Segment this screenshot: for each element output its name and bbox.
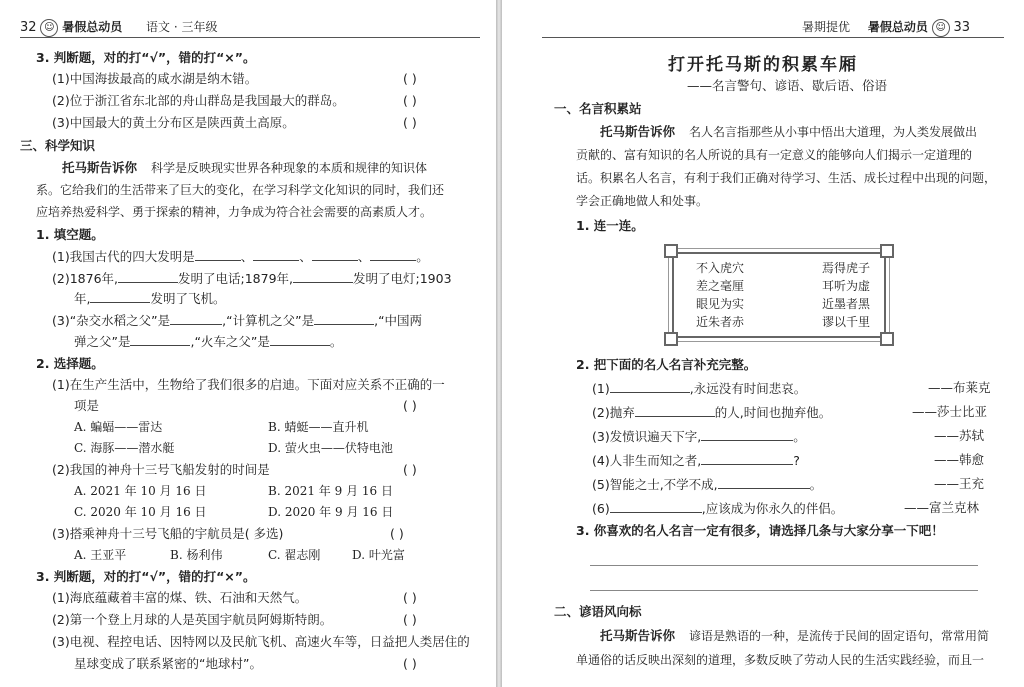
matching-box [672, 252, 886, 338]
match-right-item[interactable]: 焉得虎子 [822, 261, 871, 275]
match-left-item[interactable]: 不入虎穴 [696, 261, 745, 275]
right-header-rule [542, 37, 1004, 38]
left-page [0, 0, 496, 687]
quote-blank[interactable] [635, 404, 715, 417]
fill-q3e: ,“火车之父”是 [190, 334, 270, 349]
judge2-item: (2)第一个登上月球的人是英国宇航员阿姆斯特朗。 [52, 612, 333, 627]
choice2-stem: (2)我国的神舟十三号飞船发射的时间是 [52, 462, 270, 477]
fill-q2b: 发明了电话;1879年, [178, 271, 293, 286]
intro-text: 科学是反映现实世界各种现象的本质和规律的知识体 [151, 161, 428, 175]
fill-blank[interactable] [118, 270, 178, 283]
section3-title: 三、科学知识 [20, 138, 96, 153]
choice-option[interactable]: B. 蜻蜓——直升机 [268, 420, 369, 434]
fill-q3b: ,“计算机之父”是 [222, 313, 315, 328]
judge1-item: (2)位于浙江省东北部的舟山群岛是我国最大的群岛。 [52, 93, 345, 108]
answer-paren[interactable]: ( ) [403, 462, 417, 477]
quote-item [592, 452, 800, 469]
choice-title: 2. 选择题。 [36, 356, 104, 371]
box-corner [664, 244, 678, 258]
choice1-stem: (1)在生产生活中，生物给了我们很多的启迪。下面对应关系不正确的一 [52, 377, 445, 392]
intro2-label: 托马斯告诉你 [600, 628, 676, 643]
intro-text: 名人名言指那些从小事中悟出大道理，为人类发展做出 [689, 125, 978, 139]
judge1-item: (1)中国海拔最高的咸水湖是纳木错。 [52, 71, 258, 86]
quote-blank[interactable] [610, 380, 690, 393]
fill-blank[interactable] [253, 248, 299, 261]
choice-option[interactable]: C. 2020 年 10 月 16 日 [74, 505, 207, 519]
answer-paren[interactable]: ( ) [390, 526, 404, 541]
left-header [20, 18, 218, 37]
q2-title: 2. 把下面的名人名言补充完整。 [576, 357, 757, 372]
answer-paren[interactable]: ( ) [403, 115, 417, 130]
quote-post: 。 [793, 429, 806, 444]
choice-option[interactable]: D. 萤火虫——伏特电池 [268, 441, 393, 455]
fill-q2d: 年, [74, 291, 91, 306]
fill-blank[interactable] [270, 333, 330, 346]
intro-line [600, 124, 977, 140]
fill-blank[interactable] [312, 248, 358, 261]
quote-pre: (1) [592, 381, 610, 396]
right-header-tag: 暑期提优 [802, 20, 851, 34]
choice-option[interactable]: A. 2021 年 10 月 16 日 [74, 484, 207, 498]
choice-option[interactable]: C. 翟志刚 [268, 548, 321, 562]
mascot-icon: ☺ [932, 19, 950, 37]
quote-author: ——王充 [934, 476, 985, 491]
intro-line: 应培养热爱科学、勇于探索的精神，力争成为符合社会需要的高素质人才。 [36, 205, 433, 219]
quote-post: 。 [809, 477, 823, 492]
judge1-title: 3. 判断题，对的打“√”，错的打“×”。 [36, 50, 256, 65]
quote-author: ——布莱克 [928, 380, 991, 395]
choice-option[interactable]: B. 杨利伟 [170, 548, 223, 562]
intro2-line: 单通俗的话反映出深刻的道理，多数反映了劳动人民的生活实践经验，而且一 [576, 653, 985, 667]
fill-blank[interactable] [293, 270, 353, 283]
intro-line: 贡献的、富有知识的名人所说的具有一定意义的能够向人们揭示一定道理的 [576, 148, 973, 162]
match-left-item[interactable]: 近朱者赤 [696, 315, 745, 329]
answer-paren[interactable]: ( ) [403, 93, 417, 108]
quote-pre: (4)人非生而知之者, [592, 453, 702, 468]
answer-line[interactable] [590, 565, 978, 566]
fill-blank[interactable] [195, 248, 241, 261]
quote-blank[interactable] [701, 428, 793, 441]
quote-pre: (2)抛弃 [592, 405, 635, 420]
choice1-stem-cont: 项是 [74, 398, 100, 413]
right-header [802, 18, 970, 37]
match-left-item[interactable]: 差之毫厘 [696, 279, 745, 293]
match-right-item[interactable]: 耳听为虚 [822, 279, 871, 293]
page-title: 打开托马斯的积累车厢 [668, 55, 858, 75]
judge2-item: (3)电视、程控电话、因特网以及民航飞机、高速火车等，日益把人类居住的 [52, 634, 470, 649]
quote-post: ,永远没有时间悲哀。 [689, 381, 807, 396]
fill-q2a: (2)1876年, [52, 271, 118, 286]
intro-line [62, 160, 427, 176]
quote-author: ——莎士比亚 [912, 404, 988, 419]
intro-line: 学会正确地做人和处事。 [576, 194, 709, 208]
right-page [502, 0, 1024, 687]
choice3-stem: (3)搭乘神舟十三号飞船的宇航员是( 多选) [52, 526, 284, 541]
q3-title: 3. 你喜欢的名人名言一定有很多，请选择几条与大家分享一下吧！ [576, 523, 944, 538]
quote-blank[interactable] [718, 476, 810, 489]
fill-q3c: ,“中国两 [374, 313, 423, 328]
page-subtitle: ——名言警句、谚语、歇后语、俗语 [686, 78, 887, 93]
quote-blank[interactable] [610, 500, 702, 513]
intro-label: 托马斯告诉你 [62, 160, 138, 175]
answer-paren[interactable]: ( ) [403, 656, 417, 671]
judge2-item: (1)海底蕴藏着丰富的煤、铁、石油和天然气。 [52, 590, 308, 605]
quote-blank[interactable] [701, 452, 793, 465]
quote-author: ——富兰克林 [904, 500, 980, 515]
quote-item [592, 404, 831, 421]
fill-q2 [52, 270, 452, 287]
fill-q1-text: (1)我国古代的四大发明是 [52, 249, 195, 264]
answer-paren[interactable]: ( ) [403, 612, 417, 627]
choice-option[interactable]: D. 2020 年 9 月 16 日 [268, 505, 394, 519]
right-page-number: 33 [953, 20, 971, 35]
choice-option[interactable]: A. 蝙蝠——雷达 [74, 420, 163, 434]
fill-blank[interactable] [170, 312, 222, 325]
choice-option[interactable]: C. 海豚——潜水艇 [74, 441, 175, 455]
quote-post: ,应该成为你永久的伴侣。 [701, 501, 844, 516]
quote-item [592, 428, 806, 445]
fill-blank[interactable] [370, 248, 416, 261]
right-brand: 暑假总动员 [867, 20, 928, 34]
fill-q2e: 发明了飞机。 [150, 291, 226, 306]
intro2-line [600, 628, 989, 644]
intro-line: 话。积累名人名言，有利于我们正确对待学习、生活、成长过程中出现的问题， [576, 171, 997, 185]
quote-item [592, 500, 843, 517]
answer-paren[interactable]: ( ) [403, 590, 417, 605]
fill-title: 1. 填空题。 [36, 227, 104, 242]
match-left-item[interactable]: 眼见为实 [696, 297, 745, 311]
fill-blank[interactable] [130, 333, 190, 346]
fill-q1: (1)我国古代的四大发明是 、 、 、 。 [52, 249, 429, 264]
quote-post: 的人,时间也抛弃他。 [714, 405, 832, 420]
fill-q2c: 发明了电灯;1903 [353, 271, 452, 286]
quote-pre: (5)智能之士,不学不成, [592, 477, 718, 492]
judge1-item: (3)中国最大的黄土分布区是陕西黄土高原。 [52, 115, 295, 130]
fill-q3d: 弹之父”是 [74, 334, 131, 349]
intro-label: 托马斯告诉你 [600, 124, 676, 139]
left-page-number: 32 [20, 20, 37, 35]
answer-paren[interactable]: ( ) [403, 71, 417, 86]
fill-blank[interactable] [90, 290, 150, 303]
box-corner [880, 332, 894, 346]
answer-paren[interactable]: ( ) [403, 398, 417, 413]
fill-q3 [52, 312, 422, 329]
fill-q2-cont [74, 290, 226, 307]
section1-title: 一、名言积累站 [554, 101, 642, 116]
period: 。 [416, 249, 429, 264]
period: 。 [329, 334, 343, 349]
quote-author: ——苏轼 [934, 428, 985, 443]
fill-blank[interactable] [314, 312, 374, 325]
box-corner [664, 332, 678, 346]
match-right-item[interactable]: 谬以千里 [822, 315, 871, 329]
quote-post: ? [793, 453, 800, 468]
choice-option[interactable]: B. 2021 年 9 月 16 日 [268, 484, 393, 498]
quote-item [592, 476, 822, 493]
fill-q3a: (3)“杂交水稻之父”是 [52, 313, 171, 328]
left-subject: 语文 · 三年级 [146, 20, 218, 34]
intro-line: 系。它给我们的生活带来了巨大的变化，在学习科学文化知识的同时，我们还 [36, 183, 445, 197]
judge2-item-cont: 星球变成了联系紧密的“地球村”。 [74, 656, 262, 671]
quote-pre: (6) [592, 501, 610, 516]
left-brand: 暑假总动员 [62, 20, 123, 34]
q1-title: 1. 连一连。 [576, 218, 644, 233]
judge2-title: 3. 判断题，对的打“√”，错的打“×”。 [36, 569, 256, 584]
section2-title: 二、谚语风向标 [554, 604, 642, 619]
box-corner [880, 244, 894, 258]
choice-option[interactable]: A. 王亚平 [74, 548, 127, 562]
quote-item [592, 380, 806, 397]
quote-pre: (3)发愤识遍天下字, [592, 429, 702, 444]
match-right-item[interactable]: 近墨者黑 [822, 297, 871, 311]
answer-line[interactable] [590, 590, 978, 591]
choice-option[interactable]: D. 叶光富 [352, 548, 405, 562]
mascot-icon: ☺ [40, 19, 58, 37]
intro2-text: 谚语是熟语的一种，是流传于民间的固定语句，常常用简 [689, 629, 990, 643]
fill-q3-cont [74, 333, 342, 350]
quote-author: ——韩愈 [934, 452, 985, 467]
left-header-rule [20, 37, 480, 38]
